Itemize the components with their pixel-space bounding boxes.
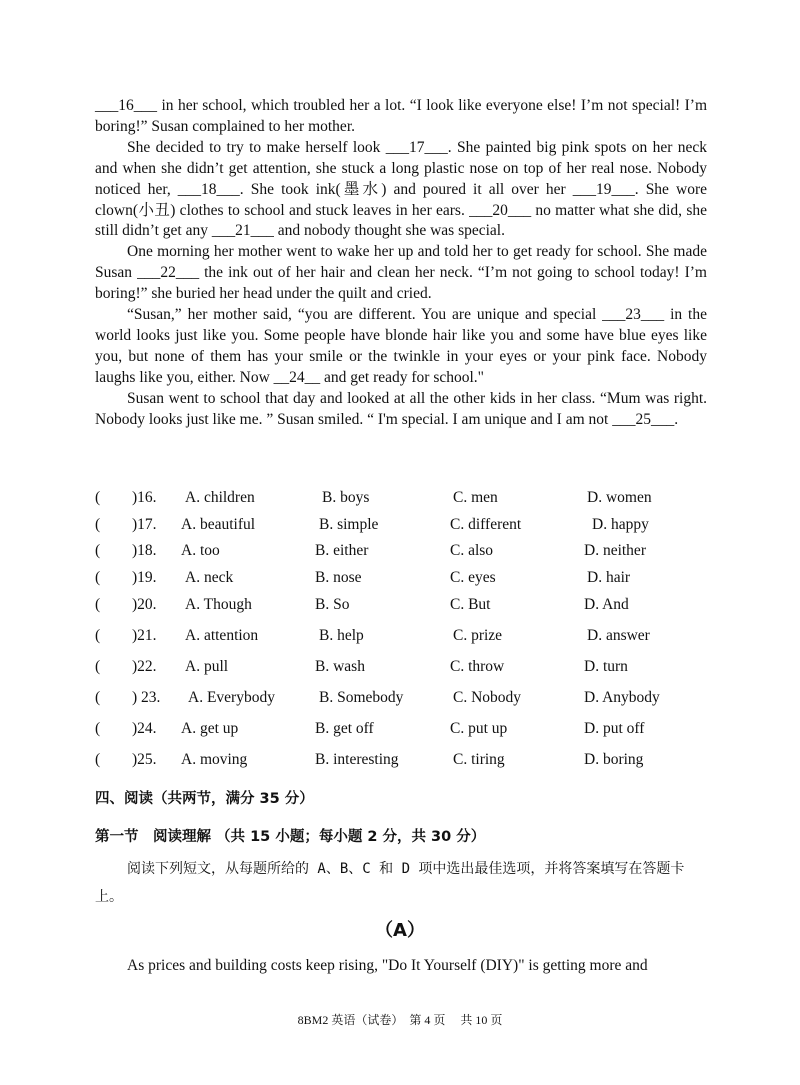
instructions: 阅读下列短文，从每题所给的 A、B、C 和 D 项中选出最佳选项，并将答案填写在答题卡上。 [95,861,685,905]
option-b: B. nose [315,569,362,586]
option-c: C. different [450,516,522,533]
option-d: D. put off [584,720,645,737]
answer-bracket[interactable]: ( [95,689,101,706]
question-number: )16. [132,489,157,506]
option-c: C. also [450,542,494,559]
option-b: B. help [319,627,364,644]
passage-label: （A） [375,920,425,941]
question-row [0,687,800,709]
option-a: A. Everybody [188,689,275,706]
option-b: B. Somebody [319,689,404,706]
option-b: B. interesting [315,751,399,768]
question-row [0,656,800,678]
section-heading: 四、阅读（共两节，满分 35 分） [95,791,314,807]
answer-bracket[interactable]: ( [95,569,101,586]
option-b: B. boys [322,489,370,506]
option-b: B. either [315,542,369,559]
passage-paragraph: “Susan,” her mother said, “you are different. You are unique and special ___23___ in the world looks just like you. Some people have blonde hair like you and some have blue eyes like you, but none of them has your smile or the twinkle in your eyes or your pink face. Nobody laughs like you, either. Now __24__ and get ready for school." [95,306,707,386]
option-a: A. moving [181,751,248,768]
option-d: D. turn [584,658,628,675]
option-d: D. neither [584,542,646,559]
answer-bracket[interactable]: ( [95,596,101,613]
option-b: B. simple [319,516,379,533]
option-c: C. prize [453,627,503,644]
answer-bracket[interactable]: ( [95,542,101,559]
question-number: )21. [132,627,157,644]
option-c: C. throw [450,658,505,675]
question-row [0,625,800,647]
option-b: B. get off [315,720,374,737]
option-a: A. neck [185,569,234,586]
question-number: )22. [132,658,157,675]
question-number: )17. [132,516,157,533]
answer-bracket[interactable]: ( [95,658,101,675]
option-a: A. beautiful [181,516,256,533]
option-b: B. So [315,596,350,613]
option-d: D. women [587,489,652,506]
question-row [0,514,800,536]
question-row [0,487,800,509]
answer-bracket[interactable]: ( [95,627,101,644]
option-c: C. put up [450,720,508,737]
question-number: ) 23. [132,689,161,706]
answer-bracket[interactable]: ( [95,516,101,533]
option-c: C. tiring [453,751,505,768]
option-d: D. boring [584,751,644,768]
option-a: A. attention [185,627,259,644]
option-c: C. men [453,489,498,506]
question-number: )18. [132,542,157,559]
question-row [0,540,800,562]
question-row [0,718,800,740]
passage-a-first-line: As prices and building costs keep rising, "Do It Yourself (DIY)" is getting more and [127,957,648,974]
option-a: A. Though [185,596,252,613]
option-a: A. get up [181,720,239,737]
option-d: D. And [584,596,629,613]
question-number: )25. [132,751,157,768]
option-c: C. But [450,596,491,613]
answer-bracket[interactable]: ( [95,489,101,506]
option-d: D. answer [587,627,650,644]
answer-bracket[interactable]: ( [95,720,101,737]
cloze-passage [95,96,707,431]
option-c: C. eyes [450,569,496,586]
question-number: )20. [132,596,157,613]
passage-paragraph: One morning her mother went to wake her up and told her to get ready for school. She made Susan ___22___ the ink out of her hair and clean her neck. “I’m not going to school today! I’m boring!” she buried her head under the quilt and cried. [95,243,707,303]
page-footer: 8BM2 英语（试卷） 第 4 页 共 10 页 [297,1013,503,1027]
option-d: D. hair [587,569,631,586]
option-b: B. wash [315,658,365,675]
question-row [0,567,800,589]
passage-paragraph: ___16___ in her school, which troubled her a lot. “I look like everyone else! I’m not special! I’m boring!” Susan complained to her mother. [95,97,707,135]
question-row [0,594,800,616]
option-d: D. Anybody [584,689,660,706]
question-number: )19. [132,569,157,586]
question-row [0,749,800,771]
option-c: C. Nobody [453,689,522,706]
option-d: D. happy [592,516,649,533]
passage-paragraph: Susan went to school that day and looked at all the other kids in her class. “Mum was right. Nobody looks just like me. ” Susan smiled. “ I'm special. I am unique and I am not ___25___. [95,389,707,428]
option-a: A. children [185,489,255,506]
passage-paragraph: She decided to try to make herself look ___17___. She painted big pink spots on her neck and when she didn’t get attention, she stuck a long plastic nose on top of her real nose. Nobody noticed her, ___18___. She took ink(墨水) and poured it all over her ___19___. She wore clown(小丑) clothes to school and stuck leaves in her ears. ___20___ no matter what she did, she still didn’t get any ___21___ and nobody thought she was special. [95,138,707,240]
option-a: A. pull [185,658,229,675]
question-number: )24. [132,720,157,737]
subsection-heading: 第一节 阅读理解 （共 15 小题；每小题 2 分，共 30 分） [95,829,486,845]
option-a: A. too [181,542,220,559]
answer-bracket[interactable]: ( [95,751,101,768]
